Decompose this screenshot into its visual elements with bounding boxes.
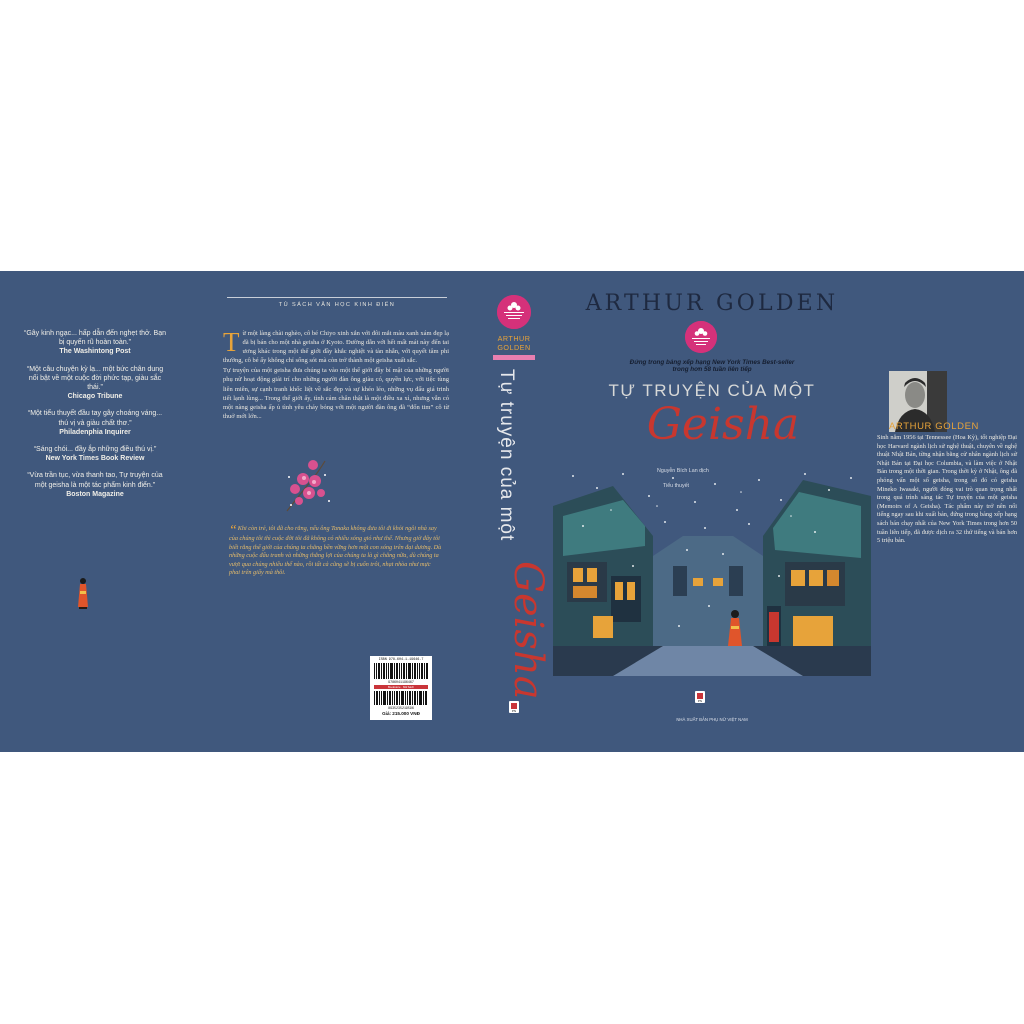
review-quote [24, 445, 166, 463]
author-name: ARTHUR GOLDEN [889, 421, 979, 432]
quote-source: Boston Magazine [66, 490, 124, 498]
spine-author-line1: ARTHUR [497, 334, 531, 343]
review-quote [24, 409, 166, 437]
logo-text: PN [511, 709, 517, 713]
title-script-text: Geisha [646, 399, 800, 450]
front-author: ARTHUR GOLDEN [585, 291, 839, 316]
spine-accent-bar [493, 355, 535, 360]
drop-cap: T [223, 327, 240, 357]
flower-branch-icon [281, 457, 335, 515]
isbn-number: 9786041196467 [388, 680, 414, 684]
quote-text: “Một câu chuyện kỳ lạ... một bức chân dung nổi bật về một cuộc đời phức tạp, giàu sắc thái.” [26, 365, 164, 392]
synopsis-paragraph-1: ừ một làng chài nghèo, cô bé Chiyo xinh xắn với đôi mắt màu xanh xám đẹp lạ đã bị bán cho một nhà geisha ở Kyoto. Đường dẫn với hết mất mát này đến tai ương khác trong một thế giới đầy khắc nghiệt và tàn nhẫn, với quyết tâm phi thường, cô bé ấy không chỉ sống sót mà còn trở thành một geisha xuất sắc. [223, 330, 449, 365]
love-story-logo-icon [685, 321, 717, 353]
spine [475, 271, 553, 752]
price: Giá: 215.000 VNĐ [382, 711, 420, 716]
spine-title-text: Tự truyện của một [496, 369, 517, 542]
barcode-icon [374, 691, 428, 705]
kyoto-street-illustration [553, 466, 871, 676]
bestseller-line2: trong hơn 58 tuần liên tiếp [672, 366, 752, 374]
quote-source: New York Times Book Review [45, 455, 145, 463]
synopsis-paragraph-2: Tự truyện của một geisha đưa chúng ta vào một thế giới đầy bí mật của những người phụ nữ hoạt động giải trí cho những người đàn ông giàu có, quyền lực, với tiệc tùng liên miên, sự cạnh tranh khốc liệt về sắc đẹp và sự khéo léo, những vụ đấu giá trinh tiết lạnh lùng... Trong thế giới ấy, tình cảm chân thật là một điều xa xỉ, nhưng vẫn có một nàng geisha ấp ủ tình yêu cháy bỏng với một người đàn ông đã “đốn tim” cô từ thuở mới lớn... [223, 367, 449, 420]
quote-mark-icon: “ [229, 523, 237, 538]
isbn-top: ISBN 978-604-1-19646-7 [378, 658, 424, 662]
publisher-logo-icon [695, 691, 705, 703]
logo-text: PN [697, 699, 703, 703]
spine-author-line2: GOLDEN [497, 342, 531, 352]
front-subtitle: TỰ TRUYỆN CỦA MỘT [608, 381, 816, 400]
publisher-logo-icon [509, 701, 519, 713]
quote-source: Chicago Tribune [67, 393, 123, 401]
book-jacket [0, 271, 1024, 752]
translator: Nguyễn Bích Lan dịch [657, 468, 709, 474]
publisher-name: NHÀ XUẤT BẢN PHỤ NỮ VIỆT NAM [676, 717, 748, 722]
divider [227, 297, 447, 298]
review-quotes [24, 329, 166, 507]
back-cover [215, 271, 475, 752]
right-flap [871, 271, 1024, 752]
excerpt-quote [229, 525, 443, 578]
author-bio: Sinh năm 1956 tại Tennessee (Hoa Kỳ), tốt nghiệp Đại học Harvard ngành lịch sử nghệ thuật, chuyên về nghệ thuật Nhật Bản, từng nhận bằng cử nhân ngành lịch sử Nhật Bản tại Đại học Columbia, và làm việc ở Nhật Bản trong một thời gian. Trong thời kỳ ở Nhật, ông đã phỏng vấn một số geisha, trong số đó có geisha Mineko Iwasaki, người đóng vai trò quan trọng nhất trong quá trình sáng tác Tự truyện của một geisha (Memoirs of A Geisha). Tác phẩm này trở nên nổi tiếng ngay sau khi xuất bản, đứng trong bảng xếp hạng sách bán chạy nhất của New York Times trong hơn 50 tuần liên tiếp, đã được dịch ra 32 thứ tiếng và bán hơn 5 triệu bản. [877, 434, 1017, 545]
quote-text: “Sáng chói... đầy ắp những điều thú vị.” [33, 446, 157, 454]
genre: Tiểu thuyết [663, 483, 690, 489]
barcode-icon [374, 663, 428, 679]
spine-title [487, 365, 551, 700]
isbn-number: 8935235219596 [388, 706, 414, 710]
review-quote [24, 329, 166, 357]
left-flap [0, 271, 215, 752]
geisha-figure-icon [76, 577, 90, 611]
front-cover [553, 271, 871, 752]
store-strip: Bookstore · Mã Sách [374, 685, 428, 689]
front-title-script [628, 399, 818, 449]
quote-text: “Một tiểu thuyết đầu tay gây choáng váng... thú vị và giàu chất thơ.” [27, 410, 163, 427]
spine-title-script: Geisha [505, 561, 551, 700]
review-quote [24, 365, 166, 402]
barcode-label [370, 656, 432, 720]
love-story-logo-icon [497, 295, 531, 329]
series-label: TỦ SÁCH VĂN HỌC KINH ĐIỂN [278, 302, 396, 308]
review-quote [24, 471, 166, 499]
spine-author [475, 335, 553, 352]
synopsis [223, 329, 449, 422]
bestseller-line1: Đứng trong bảng xếp hạng New York Times Best-seller [629, 359, 795, 366]
quote-text: “Vừa trần tục, vừa thanh tao, Tự truyện của một geisha là một tác phẩm kinh điển.” [27, 472, 163, 489]
quote-source: Philadenphia Inquirer [59, 428, 131, 436]
excerpt-text: Khi còn trẻ, tôi đã cho rằng, nếu ông Tanaka không đưa tôi đi khỏi ngôi nhà say của chúng tôi thì cuộc đời tôi đã không có nhiều sóng gió như thế. Nhưng giờ đây tôi biết rằng thế giới của chúng ta chẳng bền vững hơn một con sóng trên đại dương. Dù những cuộc đấu tranh và những thắng lợi của chúng ta là gì chăng nữa, dù chúng ta vượt qua chúng nhiều thế nào, rồi tất cả cũng sẽ bị cuốn trôi, nhạt nhòa như mực phai trên giấy mà thôi. [229, 525, 442, 577]
bestseller-note [553, 359, 871, 374]
quote-text: “Gây kinh ngạc... hấp dẫn đến nghẹt thở. Bạn bị quyến rũ hoàn toàn.” [24, 330, 166, 347]
quote-source: The Washintong Post [59, 348, 131, 356]
